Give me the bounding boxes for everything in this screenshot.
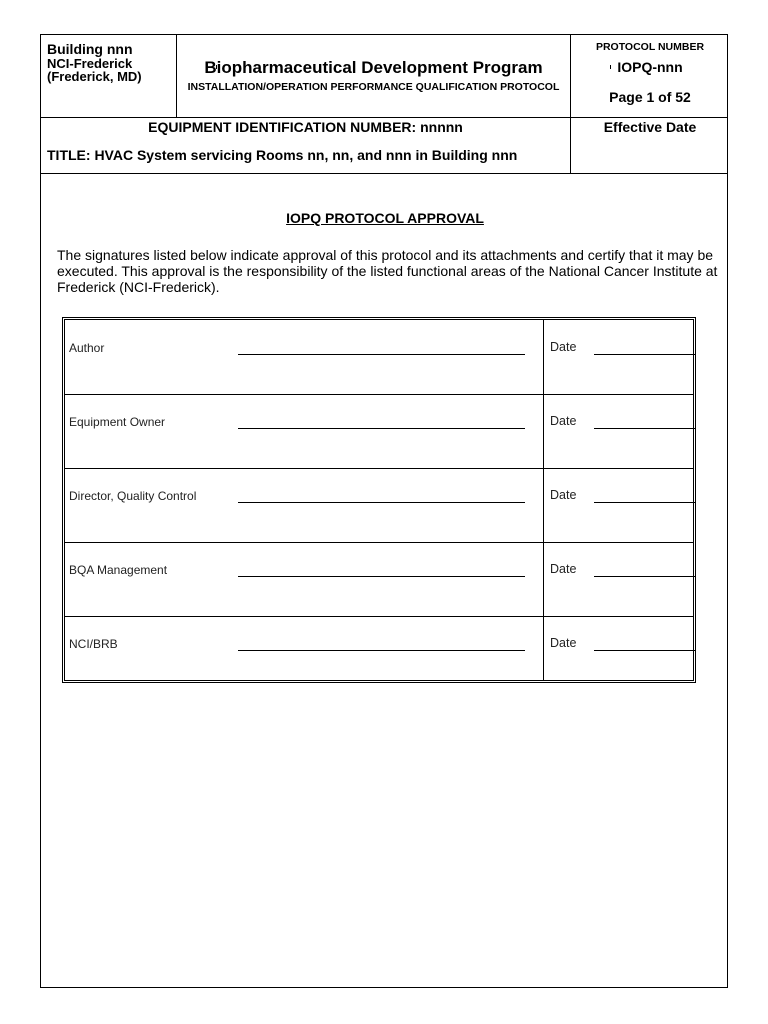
date-cell-divider	[693, 502, 694, 542]
title-label: TITLE	[47, 147, 86, 163]
signature-role-label: NCI/BRB	[69, 637, 118, 651]
date-label: Date	[550, 340, 577, 354]
signature-row	[65, 616, 693, 680]
signature-row	[65, 468, 693, 543]
date-line[interactable]	[594, 428, 695, 429]
signature-row	[65, 320, 693, 395]
signature-line[interactable]	[238, 576, 525, 577]
signature-line[interactable]	[238, 428, 525, 429]
signature-line[interactable]	[238, 650, 525, 651]
signature-role-label: Equipment Owner	[69, 415, 166, 429]
date-cell-divider	[693, 576, 694, 616]
date-label: Date	[550, 562, 577, 576]
approval-text: The signatures listed below indicate approval of this protocol and its attachments and certify that it may be executed. This approval is the responsibility of the listed functional areas of the National Cancer Institute at Frederick (NCI-Frederick).	[57, 247, 718, 295]
signature-row	[65, 394, 693, 469]
signature-role-label: Director, Quality Control	[69, 489, 197, 503]
date-line[interactable]	[594, 576, 695, 577]
building-line: Building nnn	[47, 41, 133, 57]
header-divider-middle	[41, 117, 727, 118]
building-line: (Frederick, MD)	[47, 69, 142, 84]
date-line[interactable]	[594, 502, 695, 503]
program-title: Biopharmaceutical Development Program	[204, 58, 543, 77]
signature-role-label: BQA Management	[69, 563, 168, 577]
date-cell-divider	[693, 428, 694, 468]
signature-role-label: Author	[69, 341, 105, 355]
signature-line[interactable]	[238, 354, 525, 355]
date-label: Date	[550, 636, 577, 650]
effective-date-label: Effective Date	[603, 119, 697, 135]
date-label: Date	[550, 414, 577, 428]
building-info	[47, 41, 142, 83]
title-value: : HVAC System servicing Rooms nn, nn, and nnn in Building nnn	[85, 147, 518, 163]
approval-heading: IOPQ PROTOCOL APPROVAL	[286, 210, 484, 226]
date-label: Date	[550, 488, 577, 502]
signature-row	[65, 542, 693, 617]
date-cell-divider	[693, 650, 694, 680]
protocol-number-label: PROTOCOL NUMBER	[595, 41, 705, 53]
page-number: Page 1 of 52	[609, 89, 691, 105]
date-line[interactable]	[594, 650, 695, 651]
protocol-subtitle: INSTALLATION/OPERATION PERFORMANCE QUALIFICATION PROTOCOL	[187, 81, 560, 93]
signature-line[interactable]	[238, 502, 525, 503]
document-title	[47, 147, 517, 163]
date-line[interactable]	[594, 354, 695, 355]
protocol-number: IOPQ-nnn	[617, 59, 683, 75]
date-cell-divider	[693, 354, 694, 394]
document-page	[40, 34, 728, 988]
building-line: NCI-Frederick	[47, 56, 133, 71]
signature-table	[62, 317, 696, 683]
equipment-id: EQUIPMENT IDENTIFICATION NUMBER: nnnnn	[148, 119, 463, 135]
header-divider-bottom	[41, 173, 727, 174]
